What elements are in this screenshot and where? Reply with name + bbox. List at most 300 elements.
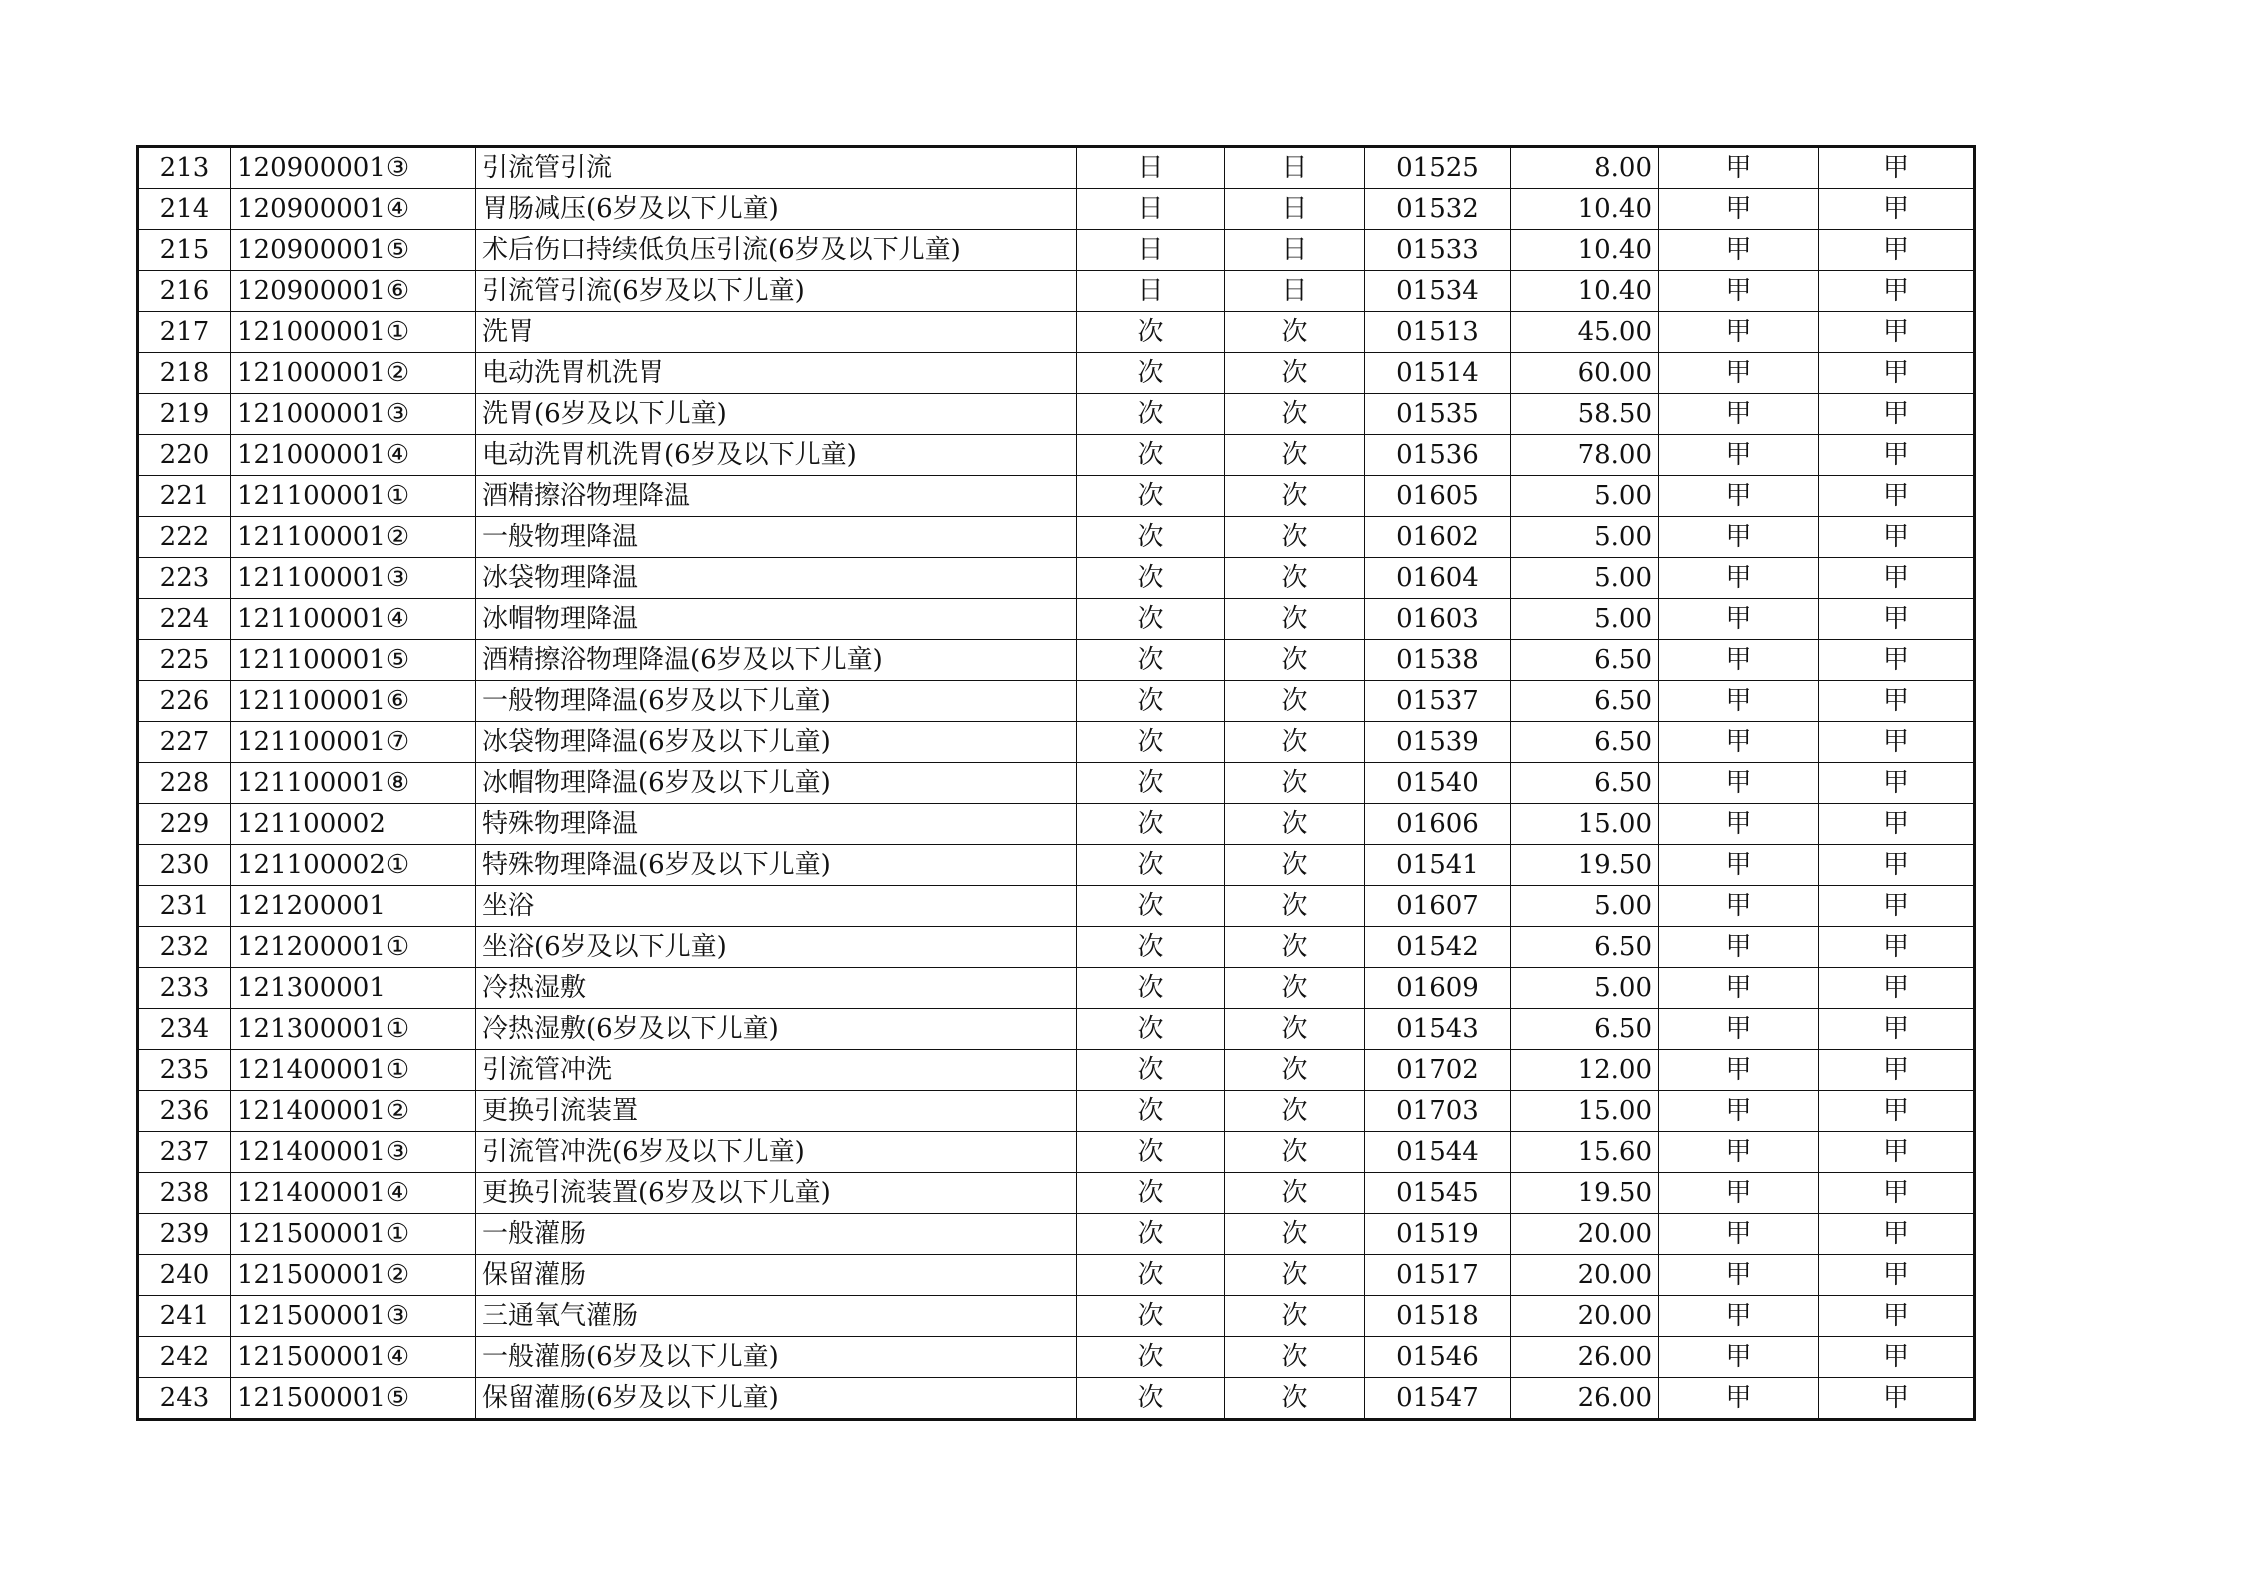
category-cell: 甲 — [1659, 312, 1819, 353]
category-alt-cell: 甲 — [1819, 1337, 1975, 1378]
row-index-cell: 221 — [138, 476, 231, 517]
table-row — [138, 1378, 1975, 1420]
row-index-cell: 241 — [138, 1296, 231, 1337]
unit-cell: 次 — [1077, 476, 1225, 517]
price-cell: 15.00 — [1511, 1091, 1659, 1132]
category-cell: 甲 — [1659, 681, 1819, 722]
billing-unit-cell: 次 — [1225, 927, 1365, 968]
table-row — [138, 1337, 1975, 1378]
price-cell: 58.50 — [1511, 394, 1659, 435]
item-code-cell: 120900001③ — [231, 147, 476, 189]
billing-unit-cell: 次 — [1225, 599, 1365, 640]
item-code-cell: 121400001③ — [231, 1132, 476, 1173]
price-cell: 78.00 — [1511, 435, 1659, 476]
row-index-cell: 228 — [138, 763, 231, 804]
item-code-cell: 121300001 — [231, 968, 476, 1009]
billing-unit-cell: 次 — [1225, 1050, 1365, 1091]
billing-unit-cell: 日 — [1225, 147, 1365, 189]
row-index-cell: 218 — [138, 353, 231, 394]
unit-cell: 次 — [1077, 1173, 1225, 1214]
billing-unit-cell: 次 — [1225, 804, 1365, 845]
item-code-cell: 121100001② — [231, 517, 476, 558]
category-alt-cell: 甲 — [1819, 927, 1975, 968]
reference-code-cell: 01518 — [1365, 1296, 1511, 1337]
item-name-cell: 引流管引流 — [476, 147, 1077, 189]
item-code-cell: 121500001② — [231, 1255, 476, 1296]
category-cell: 甲 — [1659, 927, 1819, 968]
item-name-cell: 更换引流装置 — [476, 1091, 1077, 1132]
category-alt-cell: 甲 — [1819, 1255, 1975, 1296]
table-row — [138, 1091, 1975, 1132]
table-row — [138, 1132, 1975, 1173]
price-cell: 8.00 — [1511, 147, 1659, 189]
table-row — [138, 1050, 1975, 1091]
category-alt-cell: 甲 — [1819, 517, 1975, 558]
item-code-cell: 120900001⑥ — [231, 271, 476, 312]
reference-code-cell: 01513 — [1365, 312, 1511, 353]
item-code-cell: 121100002① — [231, 845, 476, 886]
billing-unit-cell: 次 — [1225, 845, 1365, 886]
item-name-cell: 电动洗胃机洗胃 — [476, 353, 1077, 394]
category-alt-cell: 甲 — [1819, 312, 1975, 353]
row-index-cell: 232 — [138, 927, 231, 968]
price-cell: 6.50 — [1511, 763, 1659, 804]
row-index-cell: 237 — [138, 1132, 231, 1173]
unit-cell: 次 — [1077, 968, 1225, 1009]
unit-cell: 日 — [1077, 189, 1225, 230]
reference-code-cell: 01540 — [1365, 763, 1511, 804]
table-row — [138, 845, 1975, 886]
reference-code-cell: 01603 — [1365, 599, 1511, 640]
category-cell: 甲 — [1659, 1378, 1819, 1420]
item-name-cell: 更换引流装置(6岁及以下儿童) — [476, 1173, 1077, 1214]
item-name-cell: 酒精擦浴物理降温 — [476, 476, 1077, 517]
row-index-cell: 230 — [138, 845, 231, 886]
billing-unit-cell: 次 — [1225, 681, 1365, 722]
billing-unit-cell: 次 — [1225, 886, 1365, 927]
item-name-cell: 冰袋物理降温(6岁及以下儿童) — [476, 722, 1077, 763]
table-row — [138, 599, 1975, 640]
item-code-cell: 121100001⑦ — [231, 722, 476, 763]
row-index-cell: 216 — [138, 271, 231, 312]
unit-cell: 次 — [1077, 1132, 1225, 1173]
category-cell: 甲 — [1659, 435, 1819, 476]
table-row — [138, 476, 1975, 517]
reference-code-cell: 01533 — [1365, 230, 1511, 271]
category-alt-cell: 甲 — [1819, 681, 1975, 722]
reference-code-cell: 01605 — [1365, 476, 1511, 517]
unit-cell: 次 — [1077, 558, 1225, 599]
unit-cell: 次 — [1077, 845, 1225, 886]
category-alt-cell: 甲 — [1819, 230, 1975, 271]
unit-cell: 次 — [1077, 599, 1225, 640]
category-cell: 甲 — [1659, 1214, 1819, 1255]
item-name-cell: 引流管冲洗(6岁及以下儿童) — [476, 1132, 1077, 1173]
billing-unit-cell: 次 — [1225, 517, 1365, 558]
reference-code-cell: 01545 — [1365, 1173, 1511, 1214]
reference-code-cell: 01532 — [1365, 189, 1511, 230]
item-name-cell: 坐浴 — [476, 886, 1077, 927]
unit-cell: 次 — [1077, 1050, 1225, 1091]
billing-unit-cell: 次 — [1225, 1009, 1365, 1050]
reference-code-cell: 01702 — [1365, 1050, 1511, 1091]
price-cell: 15.60 — [1511, 1132, 1659, 1173]
category-cell: 甲 — [1659, 763, 1819, 804]
item-name-cell: 保留灌肠 — [476, 1255, 1077, 1296]
unit-cell: 次 — [1077, 722, 1225, 763]
category-alt-cell: 甲 — [1819, 1173, 1975, 1214]
table-row — [138, 1173, 1975, 1214]
reference-code-cell: 01519 — [1365, 1214, 1511, 1255]
category-cell: 甲 — [1659, 722, 1819, 763]
item-code-cell: 121500001③ — [231, 1296, 476, 1337]
table-row — [138, 394, 1975, 435]
reference-code-cell: 01536 — [1365, 435, 1511, 476]
row-index-cell: 233 — [138, 968, 231, 1009]
category-cell: 甲 — [1659, 1173, 1819, 1214]
reference-code-cell: 01514 — [1365, 353, 1511, 394]
item-code-cell: 121300001① — [231, 1009, 476, 1050]
billing-unit-cell: 次 — [1225, 312, 1365, 353]
item-code-cell: 121400001④ — [231, 1173, 476, 1214]
reference-code-cell: 01609 — [1365, 968, 1511, 1009]
price-table — [136, 145, 1976, 1421]
category-alt-cell: 甲 — [1819, 394, 1975, 435]
item-code-cell: 121100001③ — [231, 558, 476, 599]
unit-cell: 次 — [1077, 353, 1225, 394]
row-index-cell: 243 — [138, 1378, 231, 1420]
billing-unit-cell: 次 — [1225, 1173, 1365, 1214]
item-name-cell: 保留灌肠(6岁及以下儿童) — [476, 1378, 1077, 1420]
billing-unit-cell: 次 — [1225, 1132, 1365, 1173]
item-name-cell: 冰帽物理降温(6岁及以下儿童) — [476, 763, 1077, 804]
unit-cell: 次 — [1077, 763, 1225, 804]
row-index-cell: 235 — [138, 1050, 231, 1091]
unit-cell: 次 — [1077, 517, 1225, 558]
price-cell: 6.50 — [1511, 1009, 1659, 1050]
unit-cell: 次 — [1077, 927, 1225, 968]
row-index-cell: 239 — [138, 1214, 231, 1255]
row-index-cell: 229 — [138, 804, 231, 845]
unit-cell: 次 — [1077, 1009, 1225, 1050]
table-row — [138, 558, 1975, 599]
category-alt-cell: 甲 — [1819, 722, 1975, 763]
billing-unit-cell: 次 — [1225, 435, 1365, 476]
item-name-cell: 坐浴(6岁及以下儿童) — [476, 927, 1077, 968]
table-row — [138, 1214, 1975, 1255]
billing-unit-cell: 次 — [1225, 1378, 1365, 1420]
reference-code-cell: 01534 — [1365, 271, 1511, 312]
row-index-cell: 240 — [138, 1255, 231, 1296]
item-code-cell: 120900001⑤ — [231, 230, 476, 271]
item-code-cell: 121400001① — [231, 1050, 476, 1091]
item-name-cell: 洗胃(6岁及以下儿童) — [476, 394, 1077, 435]
reference-code-cell: 01543 — [1365, 1009, 1511, 1050]
row-index-cell: 238 — [138, 1173, 231, 1214]
category-alt-cell: 甲 — [1819, 1132, 1975, 1173]
unit-cell: 次 — [1077, 681, 1225, 722]
category-alt-cell: 甲 — [1819, 1009, 1975, 1050]
reference-code-cell: 01607 — [1365, 886, 1511, 927]
billing-unit-cell: 次 — [1225, 558, 1365, 599]
category-alt-cell: 甲 — [1819, 1214, 1975, 1255]
billing-unit-cell: 次 — [1225, 1214, 1365, 1255]
reference-code-cell: 01517 — [1365, 1255, 1511, 1296]
category-cell: 甲 — [1659, 147, 1819, 189]
category-alt-cell: 甲 — [1819, 968, 1975, 1009]
table-row — [138, 968, 1975, 1009]
billing-unit-cell: 次 — [1225, 1296, 1365, 1337]
unit-cell: 次 — [1077, 394, 1225, 435]
category-alt-cell: 甲 — [1819, 476, 1975, 517]
item-code-cell: 121000001② — [231, 353, 476, 394]
category-cell: 甲 — [1659, 599, 1819, 640]
category-alt-cell: 甲 — [1819, 271, 1975, 312]
table-row — [138, 1296, 1975, 1337]
item-name-cell: 洗胃 — [476, 312, 1077, 353]
table-row — [138, 804, 1975, 845]
row-index-cell: 215 — [138, 230, 231, 271]
table-row — [138, 722, 1975, 763]
billing-unit-cell: 次 — [1225, 968, 1365, 1009]
item-code-cell: 120900001④ — [231, 189, 476, 230]
item-name-cell: 冷热湿敷 — [476, 968, 1077, 1009]
item-name-cell: 电动洗胃机洗胃(6岁及以下儿童) — [476, 435, 1077, 476]
row-index-cell: 223 — [138, 558, 231, 599]
category-alt-cell: 甲 — [1819, 353, 1975, 394]
billing-unit-cell: 次 — [1225, 1091, 1365, 1132]
item-code-cell: 121000001④ — [231, 435, 476, 476]
table-row — [138, 147, 1975, 189]
reference-code-cell: 01546 — [1365, 1337, 1511, 1378]
item-code-cell: 121400001② — [231, 1091, 476, 1132]
unit-cell: 次 — [1077, 804, 1225, 845]
table-row — [138, 312, 1975, 353]
row-index-cell: 217 — [138, 312, 231, 353]
item-code-cell: 121200001 — [231, 886, 476, 927]
category-alt-cell: 甲 — [1819, 886, 1975, 927]
reference-code-cell: 01539 — [1365, 722, 1511, 763]
billing-unit-cell: 次 — [1225, 1337, 1365, 1378]
table-row — [138, 353, 1975, 394]
unit-cell: 次 — [1077, 312, 1225, 353]
item-code-cell: 121500001④ — [231, 1337, 476, 1378]
item-code-cell: 121100001① — [231, 476, 476, 517]
category-alt-cell: 甲 — [1819, 1378, 1975, 1420]
item-name-cell: 一般灌肠 — [476, 1214, 1077, 1255]
item-name-cell: 冰袋物理降温 — [476, 558, 1077, 599]
table-row — [138, 517, 1975, 558]
item-code-cell: 121200001① — [231, 927, 476, 968]
category-cell: 甲 — [1659, 1337, 1819, 1378]
price-cell: 5.00 — [1511, 968, 1659, 1009]
category-cell: 甲 — [1659, 476, 1819, 517]
item-name-cell: 冰帽物理降温 — [476, 599, 1077, 640]
reference-code-cell: 01547 — [1365, 1378, 1511, 1420]
reference-code-cell: 01541 — [1365, 845, 1511, 886]
price-cell: 6.50 — [1511, 640, 1659, 681]
price-cell: 6.50 — [1511, 927, 1659, 968]
unit-cell: 次 — [1077, 435, 1225, 476]
table-row — [138, 763, 1975, 804]
unit-cell: 次 — [1077, 886, 1225, 927]
category-alt-cell: 甲 — [1819, 147, 1975, 189]
billing-unit-cell: 日 — [1225, 271, 1365, 312]
price-cell: 20.00 — [1511, 1214, 1659, 1255]
row-index-cell: 227 — [138, 722, 231, 763]
item-name-cell: 胃肠减压(6岁及以下儿童) — [476, 189, 1077, 230]
unit-cell: 次 — [1077, 1091, 1225, 1132]
price-cell: 5.00 — [1511, 886, 1659, 927]
price-cell: 60.00 — [1511, 353, 1659, 394]
reference-code-cell: 01604 — [1365, 558, 1511, 599]
unit-cell: 次 — [1077, 640, 1225, 681]
item-code-cell: 121100002 — [231, 804, 476, 845]
item-name-cell: 一般物理降温(6岁及以下儿童) — [476, 681, 1077, 722]
unit-cell: 次 — [1077, 1337, 1225, 1378]
category-cell: 甲 — [1659, 640, 1819, 681]
row-index-cell: 234 — [138, 1009, 231, 1050]
category-cell: 甲 — [1659, 271, 1819, 312]
table-row — [138, 886, 1975, 927]
table-row — [138, 189, 1975, 230]
table-row — [138, 927, 1975, 968]
row-index-cell: 225 — [138, 640, 231, 681]
item-name-cell: 引流管冲洗 — [476, 1050, 1077, 1091]
item-code-cell: 121000001③ — [231, 394, 476, 435]
category-alt-cell: 甲 — [1819, 1296, 1975, 1337]
row-index-cell: 226 — [138, 681, 231, 722]
price-cell: 45.00 — [1511, 312, 1659, 353]
unit-cell: 日 — [1077, 147, 1225, 189]
price-cell: 26.00 — [1511, 1337, 1659, 1378]
reference-code-cell: 01537 — [1365, 681, 1511, 722]
table-row — [138, 435, 1975, 476]
price-cell: 6.50 — [1511, 722, 1659, 763]
price-cell: 5.00 — [1511, 517, 1659, 558]
unit-cell: 次 — [1077, 1378, 1225, 1420]
item-name-cell: 冷热湿敷(6岁及以下儿童) — [476, 1009, 1077, 1050]
reference-code-cell: 01525 — [1365, 147, 1511, 189]
row-index-cell: 242 — [138, 1337, 231, 1378]
table-body — [138, 147, 1975, 1420]
table-row — [138, 271, 1975, 312]
category-cell: 甲 — [1659, 230, 1819, 271]
billing-unit-cell: 日 — [1225, 230, 1365, 271]
reference-code-cell: 01602 — [1365, 517, 1511, 558]
price-cell: 10.40 — [1511, 230, 1659, 271]
category-cell: 甲 — [1659, 517, 1819, 558]
table-row — [138, 640, 1975, 681]
price-cell: 5.00 — [1511, 558, 1659, 599]
price-cell: 19.50 — [1511, 845, 1659, 886]
row-index-cell: 236 — [138, 1091, 231, 1132]
category-cell: 甲 — [1659, 1009, 1819, 1050]
category-cell: 甲 — [1659, 189, 1819, 230]
category-alt-cell: 甲 — [1819, 845, 1975, 886]
billing-unit-cell: 日 — [1225, 189, 1365, 230]
item-code-cell: 121500001⑤ — [231, 1378, 476, 1420]
reference-code-cell: 01538 — [1365, 640, 1511, 681]
billing-unit-cell: 次 — [1225, 394, 1365, 435]
item-code-cell: 121000001① — [231, 312, 476, 353]
unit-cell: 日 — [1077, 271, 1225, 312]
row-index-cell: 224 — [138, 599, 231, 640]
category-alt-cell: 甲 — [1819, 435, 1975, 476]
price-cell: 5.00 — [1511, 476, 1659, 517]
reference-code-cell: 01606 — [1365, 804, 1511, 845]
unit-cell: 次 — [1077, 1214, 1225, 1255]
price-cell: 20.00 — [1511, 1296, 1659, 1337]
item-code-cell: 121100001④ — [231, 599, 476, 640]
category-alt-cell: 甲 — [1819, 1050, 1975, 1091]
item-code-cell: 121100001⑥ — [231, 681, 476, 722]
category-cell: 甲 — [1659, 1132, 1819, 1173]
item-name-cell: 三通氧气灌肠 — [476, 1296, 1077, 1337]
billing-unit-cell: 次 — [1225, 1255, 1365, 1296]
category-alt-cell: 甲 — [1819, 640, 1975, 681]
billing-unit-cell: 次 — [1225, 640, 1365, 681]
category-alt-cell: 甲 — [1819, 599, 1975, 640]
item-name-cell: 术后伤口持续低负压引流(6岁及以下儿童) — [476, 230, 1077, 271]
item-code-cell: 121100001⑧ — [231, 763, 476, 804]
unit-cell: 次 — [1077, 1255, 1225, 1296]
reference-code-cell: 01542 — [1365, 927, 1511, 968]
reference-code-cell: 01535 — [1365, 394, 1511, 435]
category-cell: 甲 — [1659, 1050, 1819, 1091]
unit-cell: 日 — [1077, 230, 1225, 271]
item-name-cell: 特殊物理降温 — [476, 804, 1077, 845]
row-index-cell: 231 — [138, 886, 231, 927]
item-code-cell: 121100001⑤ — [231, 640, 476, 681]
category-cell: 甲 — [1659, 1255, 1819, 1296]
category-alt-cell: 甲 — [1819, 804, 1975, 845]
item-code-cell: 121500001① — [231, 1214, 476, 1255]
item-name-cell: 一般物理降温 — [476, 517, 1077, 558]
row-index-cell: 219 — [138, 394, 231, 435]
category-alt-cell: 甲 — [1819, 1091, 1975, 1132]
table-row — [138, 230, 1975, 271]
category-cell: 甲 — [1659, 1091, 1819, 1132]
table-row — [138, 681, 1975, 722]
table-row — [138, 1255, 1975, 1296]
billing-unit-cell: 次 — [1225, 722, 1365, 763]
category-alt-cell: 甲 — [1819, 558, 1975, 599]
price-cell: 26.00 — [1511, 1378, 1659, 1420]
row-index-cell: 222 — [138, 517, 231, 558]
billing-unit-cell: 次 — [1225, 476, 1365, 517]
row-index-cell: 213 — [138, 147, 231, 189]
price-cell: 20.00 — [1511, 1255, 1659, 1296]
category-cell: 甲 — [1659, 353, 1819, 394]
price-cell: 10.40 — [1511, 271, 1659, 312]
row-index-cell: 214 — [138, 189, 231, 230]
price-cell: 12.00 — [1511, 1050, 1659, 1091]
item-name-cell: 酒精擦浴物理降温(6岁及以下儿童) — [476, 640, 1077, 681]
price-cell: 5.00 — [1511, 599, 1659, 640]
reference-code-cell: 01703 — [1365, 1091, 1511, 1132]
item-name-cell: 特殊物理降温(6岁及以下儿童) — [476, 845, 1077, 886]
reference-code-cell: 01544 — [1365, 1132, 1511, 1173]
billing-unit-cell: 次 — [1225, 353, 1365, 394]
category-alt-cell: 甲 — [1819, 763, 1975, 804]
category-cell: 甲 — [1659, 886, 1819, 927]
table-row — [138, 1009, 1975, 1050]
price-cell: 10.40 — [1511, 189, 1659, 230]
price-cell: 15.00 — [1511, 804, 1659, 845]
item-name-cell: 一般灌肠(6岁及以下儿童) — [476, 1337, 1077, 1378]
row-index-cell: 220 — [138, 435, 231, 476]
